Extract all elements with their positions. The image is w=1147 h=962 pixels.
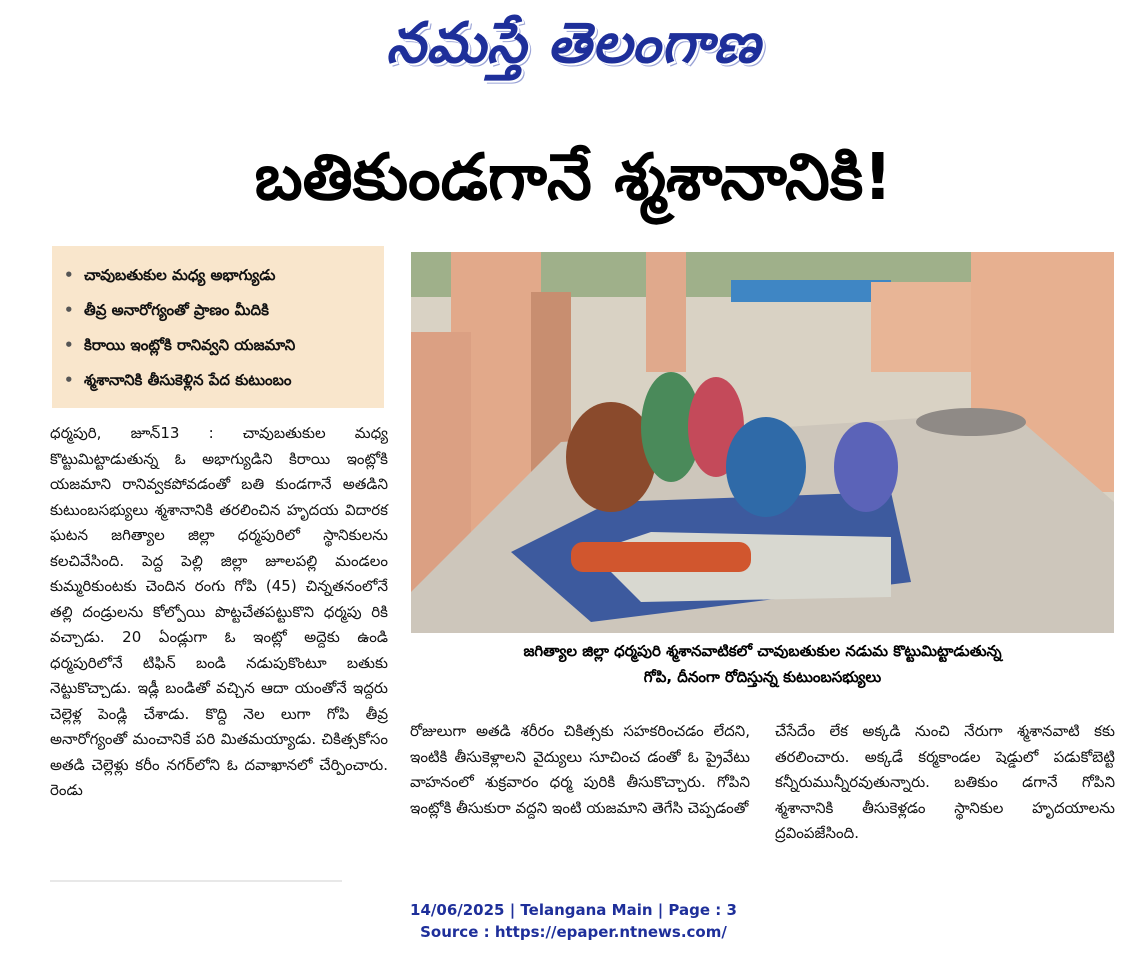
- highlight-item: [62, 293, 384, 328]
- article-text: ధర్మపురి, జూన్13 : చావుబతుకుల మధ్య కొట్టుమిట్టాడుతున్న ఓ అభాగ్యుడిని కిరాయి ఇంట్లోకి యజమాని రానివ్వకపోవడంతో బతి కుండగానే అతడిని కుటుంబసభ్యులు శ్మశానానికి తరలించిన హృదయ విదారక ఘటన జగిత్యాల జిల్లా ధర్మపురిలో స్థానికులను కలచివేసింది. పెద్ద పెల్లి జిల్లా జూలపల్లి మండలం కుమ్మరికుంటకు చెందిన రంగు గోపి (45) చిన్నతనంలోనే తల్లి దండ్రులను కోల్పోయి పొట్టచేతపట్టుకొని ధర్మపు రికి వచ్చాడు. 20 ఏండ్లుగా ఓ ఇంట్లో అద్దెకు ఉండి ధర్మపురిలోనే టిఫిన్ బండి నడుపుకొంటూ బతుకు నెట్టుకొచ్చాడు. ఇడ్లీ బండితో వచ్చిన ఆదా యంతోనే ఇద్దరు చెల్లెళ్ల పెండ్లి చేశాడు. కొద్ది నెల లుగా గోపి తీవ్ర అనారోగ్యంతో మంచానికే పరి మితమయ్యాడు. చికిత్సకోసం అతడి చెల్లెళ్లు కరీం నగర్‌లోని ఓ దవాఖానలో చేర్పించారు. రెండు: [50, 424, 388, 799]
- photo-caption: [411, 638, 1114, 690]
- article-headline: బతికుండగానే శ్మశానానికి!: [254, 141, 893, 215]
- highlight-text: శ్మశానానికి తీసుకెళ్లిన పేద కుటుంబం: [84, 371, 292, 389]
- bullet-icon: •: [64, 371, 74, 389]
- article-text: రోజులుగా అతడి శరీరం చికిత్సకు సహకరించడం లేదని, ఇంటికి తీసుకెళ్లాలని వైద్యులు సూచించ డంతో ఓ ప్రైవేటు వాహనంలో శుక్రవారం ధర్మ పురికి తీసుకొచ్చారు. గోపిని ఇంట్లోకి తీసుకురా వద్దని ఇంటి యజమాని తెగేసి చెప్పడంతో: [410, 722, 750, 817]
- article-column-2: [410, 719, 750, 821]
- bullet-icon: •: [64, 266, 74, 284]
- highlight-item: [62, 328, 384, 363]
- highlight-text: కిరాయి ఇంట్లోకి రానివ్వని యజమాని: [84, 336, 296, 354]
- news-photo: [411, 252, 1114, 633]
- highlight-text: తీవ్ర అనారోగ్యంతో ప్రాణం మీదికి: [84, 301, 269, 319]
- caption-line: గోపి, దీనంగా రోదిస్తున్న కుటుంబసభ్యులు: [643, 668, 882, 686]
- bullet-icon: •: [64, 336, 74, 354]
- highlight-item: [62, 258, 384, 293]
- article-text: చేసేదేం లేక అక్కడి నుంచి నేరుగా శ్మశానవాటి కకు తరలించారు. అక్కడే కర్మకాండల షెడ్డులో పడుకోబెట్టి కన్నీరుమున్నీరవుతున్నారు. బతికుం డగానే గోపిని శ్మశానానికి తీసుకెళ్లడం స్థానికుల హృదయాలను ద్రవింపజేసింది.: [775, 722, 1115, 842]
- newspaper-masthead: నమస్తే తెలంగాణ: [386, 10, 761, 76]
- article-column-3: [775, 719, 1115, 847]
- bullet-icon: •: [64, 301, 74, 319]
- highlight-item: [62, 363, 384, 398]
- highlight-text: చావుబతుకుల మధ్య అభాగ్యుడు: [84, 266, 276, 284]
- footer-source-link[interactable]: Source : https://epaper.ntnews.com/: [420, 923, 727, 941]
- page-footer: [0, 899, 1147, 943]
- column-divider: [50, 880, 342, 882]
- article-column-1: [50, 421, 388, 804]
- caption-line: జగిత్యాల జిల్లా ధర్మపురి శ్మశానవాటికలో చావుబతుకుల నడుమ కొట్టుమిట్టాడుతున్న: [523, 642, 1002, 660]
- highlights-box: [52, 246, 384, 408]
- footer-date-line: 14/06/2025 | Telangana Main | Page : 3: [410, 901, 737, 919]
